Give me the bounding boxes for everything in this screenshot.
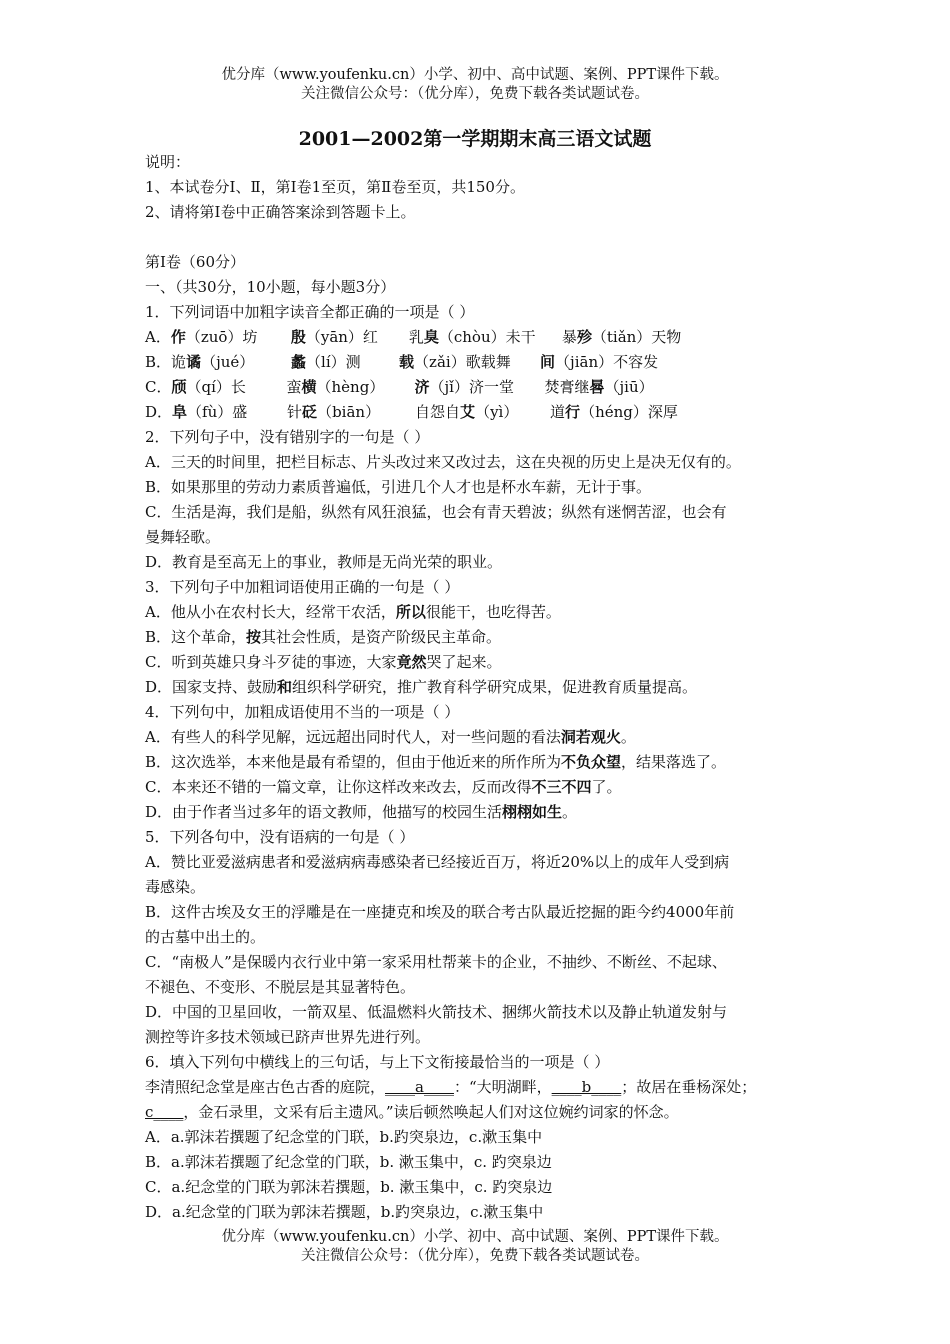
question-1-option-b: B．诡谲（jué） 蠡（lí）测 载（zǎi）歌载舞 间（jiān）不容发: [145, 353, 659, 371]
header-line-2: 关注微信公众号：（优分库），免费下载各类试题试卷。: [301, 86, 649, 102]
footer-line-1: 优分库（www.youfenku.cn）小学、初中、高中试题、案例、PPT课件下载。: [221, 1229, 729, 1245]
question-5-option-c-cont: 不褪色、不变形、不脱层是其显著特色。: [145, 978, 416, 996]
question-5-option-a-cont: 毒感染。: [145, 878, 206, 896]
question-1-stem: 1．下列词语中加粗字读音全都正确的一项是（ ）: [145, 303, 475, 321]
question-4-stem: 4．下列句中，加粗成语使用不当的一项是（ ）: [145, 703, 460, 721]
page-title: 2001—2002第一学期期末高三语文试题: [298, 128, 652, 150]
question-5-option-b: B．这件古埃及女王的浮雕是在一座捷克和埃及的联合考古队最近挖掘的距今约4000年前: [145, 903, 735, 921]
question-2-stem: 2．下列句子中，没有错别字的一句是（ ）: [145, 428, 430, 446]
question-4-option-d: D．由于作者当过多年的语文教师，他描写的校园生活栩栩如生。: [145, 803, 578, 821]
question-1-option-d: D．阜（fù）盛 针砭（biān） 自怨自艾（yì） 道行（héng）深厚: [145, 403, 678, 421]
question-6-option-a: A．a.郭沫若撰题了纪念堂的门联，b.趵突泉边，c.漱玉集中: [145, 1128, 543, 1146]
question-5-stem: 5．下列各句中，没有语病的一句是（ ）: [145, 828, 415, 846]
question-4-option-a: A．有些人的科学见解，远远超出同时代人，对一些问题的看法洞若观火。: [145, 728, 636, 746]
question-2-option-a: A．三天的时间里，把栏目标志、片头改过来又改过去，这在央视的历史上是决无仅有的。: [145, 453, 741, 471]
intro-item-1: 1、本试卷分Ⅰ、Ⅱ，第Ⅰ卷1至页，第Ⅱ卷至页，共150分。: [145, 178, 525, 196]
page-footer: [0, 1228, 950, 1266]
question-2-option-c: C．生活是海，我们是船，纵然有风狂浪猛，也会有青天碧波；纵然有迷惘苦涩，也会有: [145, 503, 727, 521]
question-6-option-b: B．a.郭沫若撰题了纪念堂的门联，b. 漱玉集中，c. 趵突泉边: [145, 1153, 552, 1171]
question-5-option-d-cont: 测控等许多技术领域已跻声世界先进行列。: [145, 1028, 431, 1046]
header-line-1: 优分库（www.youfenku.cn）小学、初中、高中试题、案例、PPT课件下载。: [221, 67, 729, 83]
intro-item-2: 2、请将第Ⅰ卷中正确答案涂到答题卡上。: [145, 203, 416, 221]
footer-line-2: 关注微信公众号：（优分库），免费下载各类试题试卷。: [301, 1248, 649, 1264]
question-2-option-b: B．如果那里的劳动力素质普遍低，引进几个人才也是杯水车薪，无计于事。: [145, 478, 652, 496]
question-6-passage-line-2: c____，金石录里，文采有后主遗风。”读后顿然唤起人们对这位婉约词家的怀念。: [145, 1103, 679, 1121]
question-3-option-a: A．他从小在农村长大，经常干农活，所以很能干，也吃得苦。: [145, 603, 561, 621]
spacer: [145, 225, 815, 250]
section-title: 第Ⅰ卷（60分）: [145, 253, 246, 271]
question-5-option-d: D．中国的卫星回收，一箭双星、低温燃料火箭技术、捆绑火箭技术以及静止轨道发射与: [145, 1003, 728, 1021]
question-3-option-d: D．国家支持、鼓励和组织科学研究，推广教育科学研究成果，促进教育质量提高。: [145, 678, 698, 696]
question-2-option-c-cont: 曼舞轻歌。: [145, 528, 221, 546]
question-3-option-c: C．听到英雄只身斗歹徒的事迹，大家竟然哭了起来。: [145, 653, 502, 671]
page-header: [0, 66, 950, 104]
question-5-option-a: A．赞比亚爱滋病患者和爱滋病病毒感染者已经接近百万，将近20%以上的成年人受到病: [145, 853, 730, 871]
intro-label: 说明：: [145, 153, 191, 171]
question-6-passage-line-1: 李清照纪念堂是座古色古香的庭院，____a____：“大明湖畔，____b____；故居在垂杨深处；: [145, 1078, 757, 1096]
question-6-stem: 6．填入下列句中横线上的三句话，与上下文衔接最恰当的一项是（ ）: [145, 1053, 610, 1071]
question-1-option-a: A．作（zuō）坊 殷（yān）红 乳臭（chòu）未干 暴殄（tiǎn）天物: [145, 328, 682, 346]
question-4-option-b: B．这次选举，本来他是最有希望的，但由于他近来的所作所为不负众望，结果落选了。: [145, 753, 727, 771]
question-5-option-c: C．“南极人”是保暖内衣行业中第一家采用杜帮莱卡的企业，不抽纱、不断丝、不起球、: [145, 953, 727, 971]
question-4-option-c: C．本来还不错的一篇文章，让你这样改来改去，反而改得不三不四了。: [145, 778, 622, 796]
exam-body: [145, 150, 815, 1225]
question-3-stem: 3．下列句子中加粗词语使用正确的一句是（ ）: [145, 578, 460, 596]
question-2-option-d: D．教育是至高无上的事业，教师是无尚光荣的职业。: [145, 553, 503, 571]
question-5-option-b-cont: 的古墓中出土的。: [145, 928, 266, 946]
question-6-option-c: C．a.纪念堂的门联为郭沫若撰题，b. 漱玉集中，c. 趵突泉边: [145, 1178, 553, 1196]
part-title: 一、（共30分，10小题，每小题3分）: [145, 278, 396, 296]
question-6-option-d: D．a.纪念堂的门联为郭沫若撰题，b.趵突泉边，c.漱玉集中: [145, 1203, 544, 1221]
question-1-option-c: C．颀（qí）长 蛮横（hèng） 济（jǐ）济一堂 焚膏继晷（jiū）: [145, 378, 654, 396]
question-3-option-b: B．这个革命，按其社会性质，是资产阶级民主革命。: [145, 628, 502, 646]
